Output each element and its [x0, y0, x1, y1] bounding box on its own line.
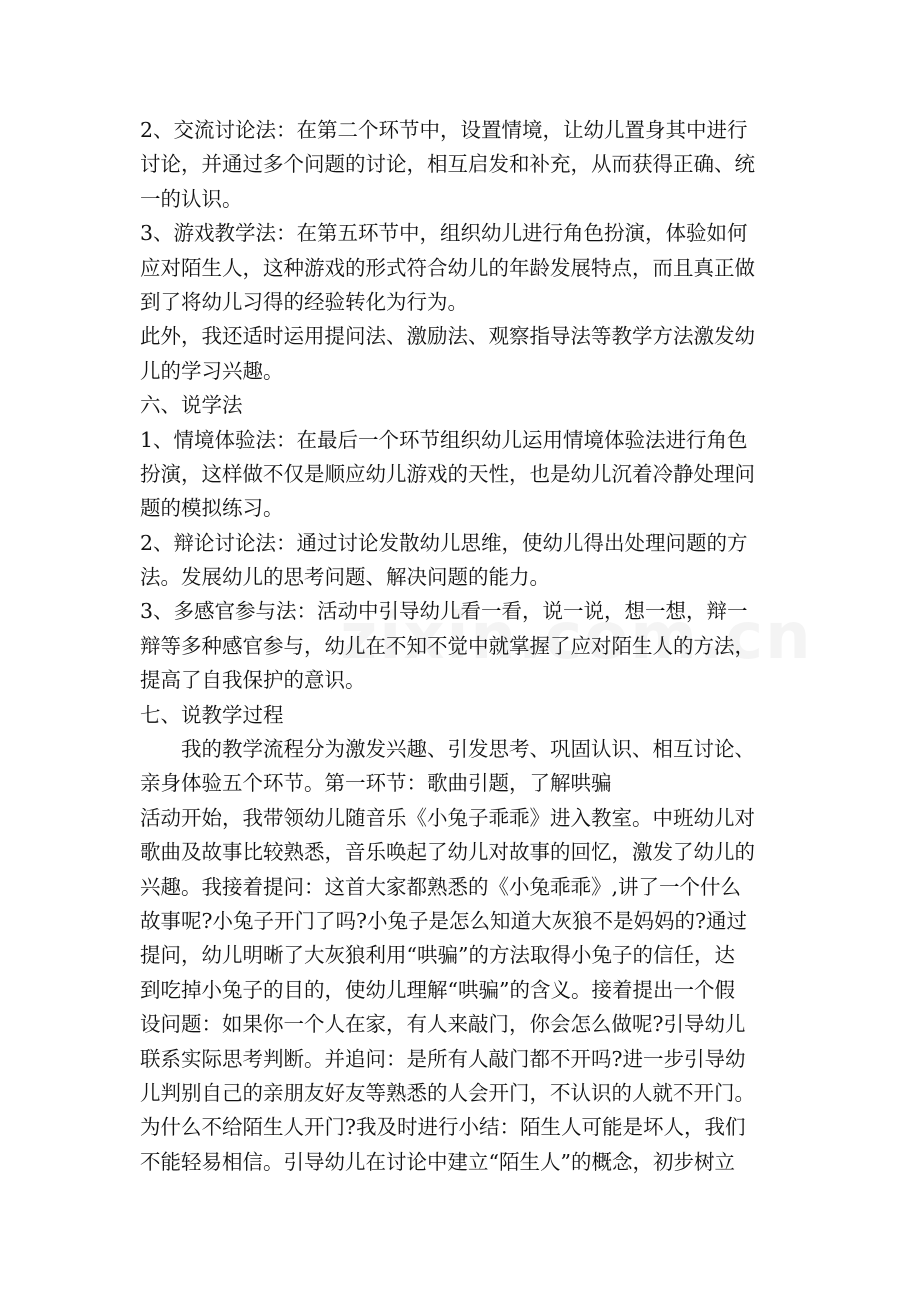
text-line: 故事呢?小兔子开门了吗?小兔子是怎么知道大灰狼不是妈妈的?通过	[140, 908, 747, 933]
text-line: 此外，我还适时运用提问法、激励法、观察指导法等教学方法激发幼	[140, 324, 755, 349]
text-line: 儿的学习兴趣。	[140, 358, 284, 383]
text-line: 3、游戏教学法：在第五环节中，组织幼儿进行角色扮演，体验如何	[140, 221, 748, 246]
text-line: 歌曲及故事比较熟悉，音乐唤起了幼儿对故事的回忆，激发了幼儿的	[140, 840, 755, 865]
text-line: 1、情境体验法：在最后一个环节组织幼儿运用情境体验法进行角色	[140, 427, 748, 452]
text-line: 到了将幼儿习得的经验转化为行为。	[140, 289, 468, 314]
text-line: 提问，幼儿明晰了大灰狼利用“哄骗”的方法取得小兔子的信任，达	[140, 943, 735, 968]
section-heading: 七、说教学过程	[140, 702, 284, 727]
text-line: 讨论，并通过多个问题的讨论，相互启发和补充，从而获得正确、统	[140, 152, 755, 177]
text-line: 2、辩论讨论法：通过讨论发散幼儿思维，使幼儿得出处理问题的方	[140, 530, 748, 555]
text-line: 扮演，这样做不仅是顺应幼儿游戏的天性，也是幼儿沉着冷静处理问	[140, 461, 755, 486]
text-line: 活动开始，我带领幼儿随音乐《小兔子乖乖》进入教室。中班幼儿对	[140, 805, 755, 830]
text-line: 一的认识。	[140, 186, 243, 211]
text-line: 亲身体验五个环节。第一环节：歌曲引题，了解哄骗	[140, 771, 612, 796]
text-line: 辩等多种感官参与，幼儿在不知不觉中就掌握了应对陌生人的方法，	[140, 633, 755, 658]
text-line: 法。发展幼儿的思考问题、解决问题的能力。	[140, 565, 550, 590]
section-heading: 六、说学法	[140, 393, 243, 418]
text-line: 联系实际思考判断。并追问：是所有人敲门都不开吗?进一步引导幼	[140, 1046, 746, 1071]
text-line: 不能轻易相信。引导幼儿在讨论中建立“陌生人”的概念，初步树立	[140, 1149, 735, 1174]
text-line: 为什么不给陌生人开门?我及时进行小结：陌生人可能是坏人，我们	[140, 1115, 746, 1140]
text-line: 2、交流讨论法：在第二个环节中，设置情境，让幼儿置身其中进行	[140, 118, 748, 142]
text-line: 到吃掉小兔子的目的，使幼儿理解“哄骗”的含义。接着提出一个假	[140, 977, 735, 1002]
text-line: 提高了自我保护的意识。	[140, 668, 366, 693]
text-line: 题的模拟练习。	[140, 496, 284, 521]
text-line: 儿判别自己的亲朋友好友等熟悉的人会开门，不认识的人就不开门。	[140, 1080, 755, 1105]
text-line: 兴趣。我接着提问：这首大家都熟悉的《小兔乖乖》,讲了一个什么	[140, 874, 742, 899]
text-line: 3、多感官参与法：活动中引导幼儿看一看，说一说，想一想，辩一	[140, 599, 748, 624]
text-line: 我的教学流程分为激发兴趣、引发思考、巩固认识、相互讨论、	[181, 737, 755, 762]
document-body	[140, 113, 800, 1179]
text-line: 应对陌生人，这种游戏的形式符合幼儿的年龄发展特点，而且真正做	[140, 255, 755, 280]
text-line: 设问题：如果你一个人在家，有人来敲门，你会怎么做呢?引导幼儿	[140, 1012, 746, 1037]
